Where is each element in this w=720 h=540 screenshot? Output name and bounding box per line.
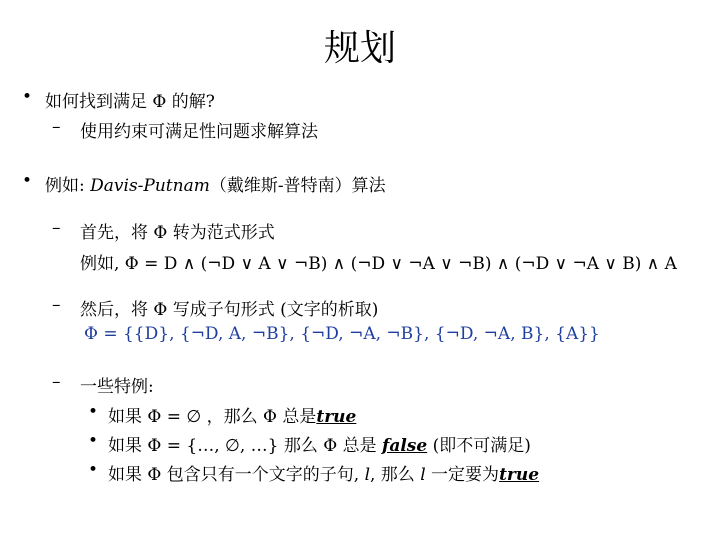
formula-clauses: Φ = {{D}, {¬D, A, ¬B}, {¬D, ¬A, ¬B}, {¬D, ¬A, B}, {A}} (84, 324, 600, 344)
bullet-text: 如何找到满足 Φ 的解? (45, 92, 215, 112)
bullet-marker: • (22, 171, 33, 191)
case-value: true (499, 465, 540, 485)
dash-marker: – (52, 295, 61, 315)
dash-marker: – (52, 117, 61, 137)
sub-text: 首先，将 Φ 转为范式形式 (80, 223, 275, 243)
literal-l: l (364, 465, 370, 485)
bullet-prefix: 例如: (45, 176, 91, 196)
case-text: 如果 Φ = {…, ∅, …} 那么 Φ 总是 (108, 436, 383, 456)
sub-text: 一些特例: (80, 377, 154, 397)
dash-marker: – (52, 372, 61, 392)
bullet-marker: • (88, 402, 99, 422)
case-text-post: (即不可满足) (427, 436, 531, 456)
algorithm-name: Davis-Putnam (90, 176, 210, 196)
case-text: 如果 Φ 包含只有一个文字的子句, (108, 465, 365, 485)
case-value: true (316, 407, 357, 427)
special-case-item (108, 402, 356, 427)
bullet-marker: • (22, 87, 33, 107)
literal-l: l (420, 465, 426, 485)
dash-marker: – (52, 218, 61, 238)
special-case-item (108, 460, 539, 485)
sub-text: 然后，将 Φ 写成子句形式 (文字的析取) (80, 300, 379, 320)
bullet-marker: • (88, 460, 99, 480)
sub-text: 使用约束可满足性问题求解算法 (80, 122, 318, 142)
case-value: false (382, 436, 428, 456)
case-text: 如果 Φ = ∅ ，那么 Φ 总是 (108, 407, 317, 427)
case-text-pre2: 一定要为 (425, 465, 500, 485)
bullet-suffix: （戴维斯-普特南）算法 (209, 176, 386, 196)
formula-cnf: 例如, Φ = D ∧ (¬D ∨ A ∨ ¬B) ∧ (¬D ∨ ¬A ∨ ¬B) ∧ (¬D ∨ ¬A ∨ B) ∧ A (80, 254, 677, 274)
special-case-item (108, 431, 531, 456)
bullet-text (45, 171, 386, 196)
slide-title: 规划 (323, 28, 396, 69)
bullet-marker: • (88, 431, 99, 451)
case-text-mid: , 那么 (370, 465, 421, 485)
